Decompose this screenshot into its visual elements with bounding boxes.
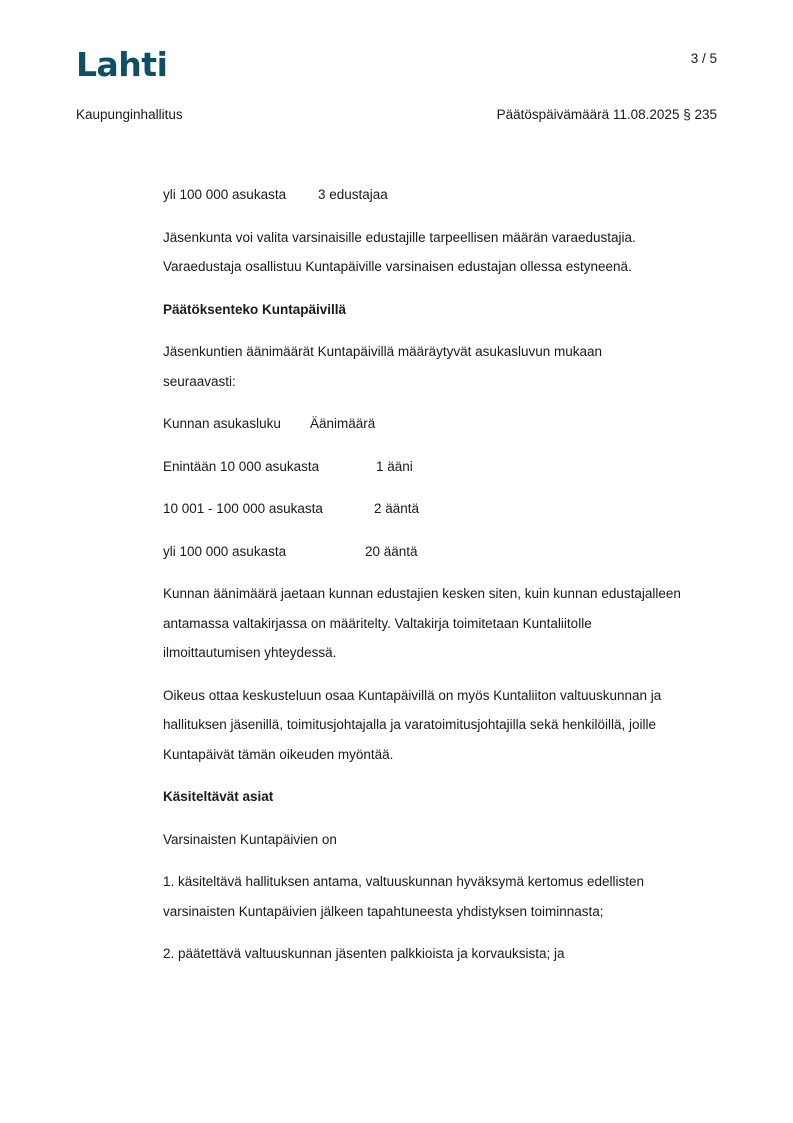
deputy-paragraph	[163, 223, 723, 282]
votes-row-votes: 20 ääntä	[365, 543, 418, 559]
matters-item-2: 2. päätettävä valtuuskunnan jäsenten palkkioista ja korvauksista; ja	[163, 946, 565, 961]
votes-row-votes: 1 ääni	[376, 458, 413, 474]
votes-row-votes: 2 ääntä	[374, 501, 420, 516]
speech-right-paragraph: Oikeus ottaa keskusteluun osaa Kuntapäivillä on myös Kuntaliiton valtuuskunnan ja hallituksen jäsenillä, toimitusjohtajalla ja varatoimitusjohtajilla sekä henkilöillä, joille Kuntapäivät tämän oikeuden myöntää.	[163, 687, 662, 762]
organization-name: Kaupunginhallitus	[76, 107, 183, 122]
rep-count: 3 edustajaa	[318, 187, 388, 202]
votes-table-row	[163, 452, 723, 482]
lahti-logo: Lahti	[76, 45, 168, 84]
decision-date: Päätöspäivämäärä 11.08.2025 § 235	[496, 107, 717, 122]
rep-population: yli 100 000 asukasta	[163, 187, 287, 202]
votes-row-population: yli 100 000 asukasta	[163, 543, 287, 559]
votes-header-votes: Äänimäärä	[310, 416, 376, 431]
representatives-row	[163, 180, 723, 210]
votes-table-header	[163, 409, 723, 439]
votes-table-row	[163, 494, 723, 524]
votes-paragraph: Jäsenkuntien äänimäärät Kuntapäivillä määräytyvät asukasluvun mukaan seuraavasti:	[163, 344, 603, 389]
matters-intro: Varsinaisten Kuntapäivien on	[163, 831, 337, 847]
document-body	[163, 180, 723, 969]
heading-decisions: Päätöksenteko Kuntapäivillä	[163, 301, 347, 317]
page-number: 3 / 5	[690, 51, 717, 66]
heading-matters: Käsiteltävät asiat	[163, 789, 274, 804]
deputy-line-1: Jäsenkunta voi valita varsinaisille edustajille tarpeellisen määrän varaedustajia.	[163, 229, 636, 245]
votes-header-population: Kunnan asukasluku	[163, 416, 281, 431]
deputy-line-2: Varaedustaja osallistuu Kuntapäiville varsinaisen edustajan ollessa estyneenä.	[163, 259, 632, 274]
votes-table-row	[163, 537, 723, 567]
split-votes-paragraph: Kunnan äänimäärä jaetaan kunnan edustajien kesken siten, kuin kunnan edustajalleen antamassa valtakirjassa on määritelty. Valtakirja toimitetaan Kuntaliitolle ilmoittautumisen yhteydessä.	[163, 586, 681, 660]
votes-row-population: 10 001 - 100 000 asukasta	[163, 501, 323, 516]
matters-item-1: 1. käsiteltävä hallituksen antama, valtuuskunnan hyväksymä kertomus edellisten varsinaisten Kuntapäivien jälkeen tapahtuneesta yhdistyksen toiminnasta;	[163, 874, 645, 919]
votes-row-population: Enintään 10 000 asukasta	[163, 458, 320, 474]
